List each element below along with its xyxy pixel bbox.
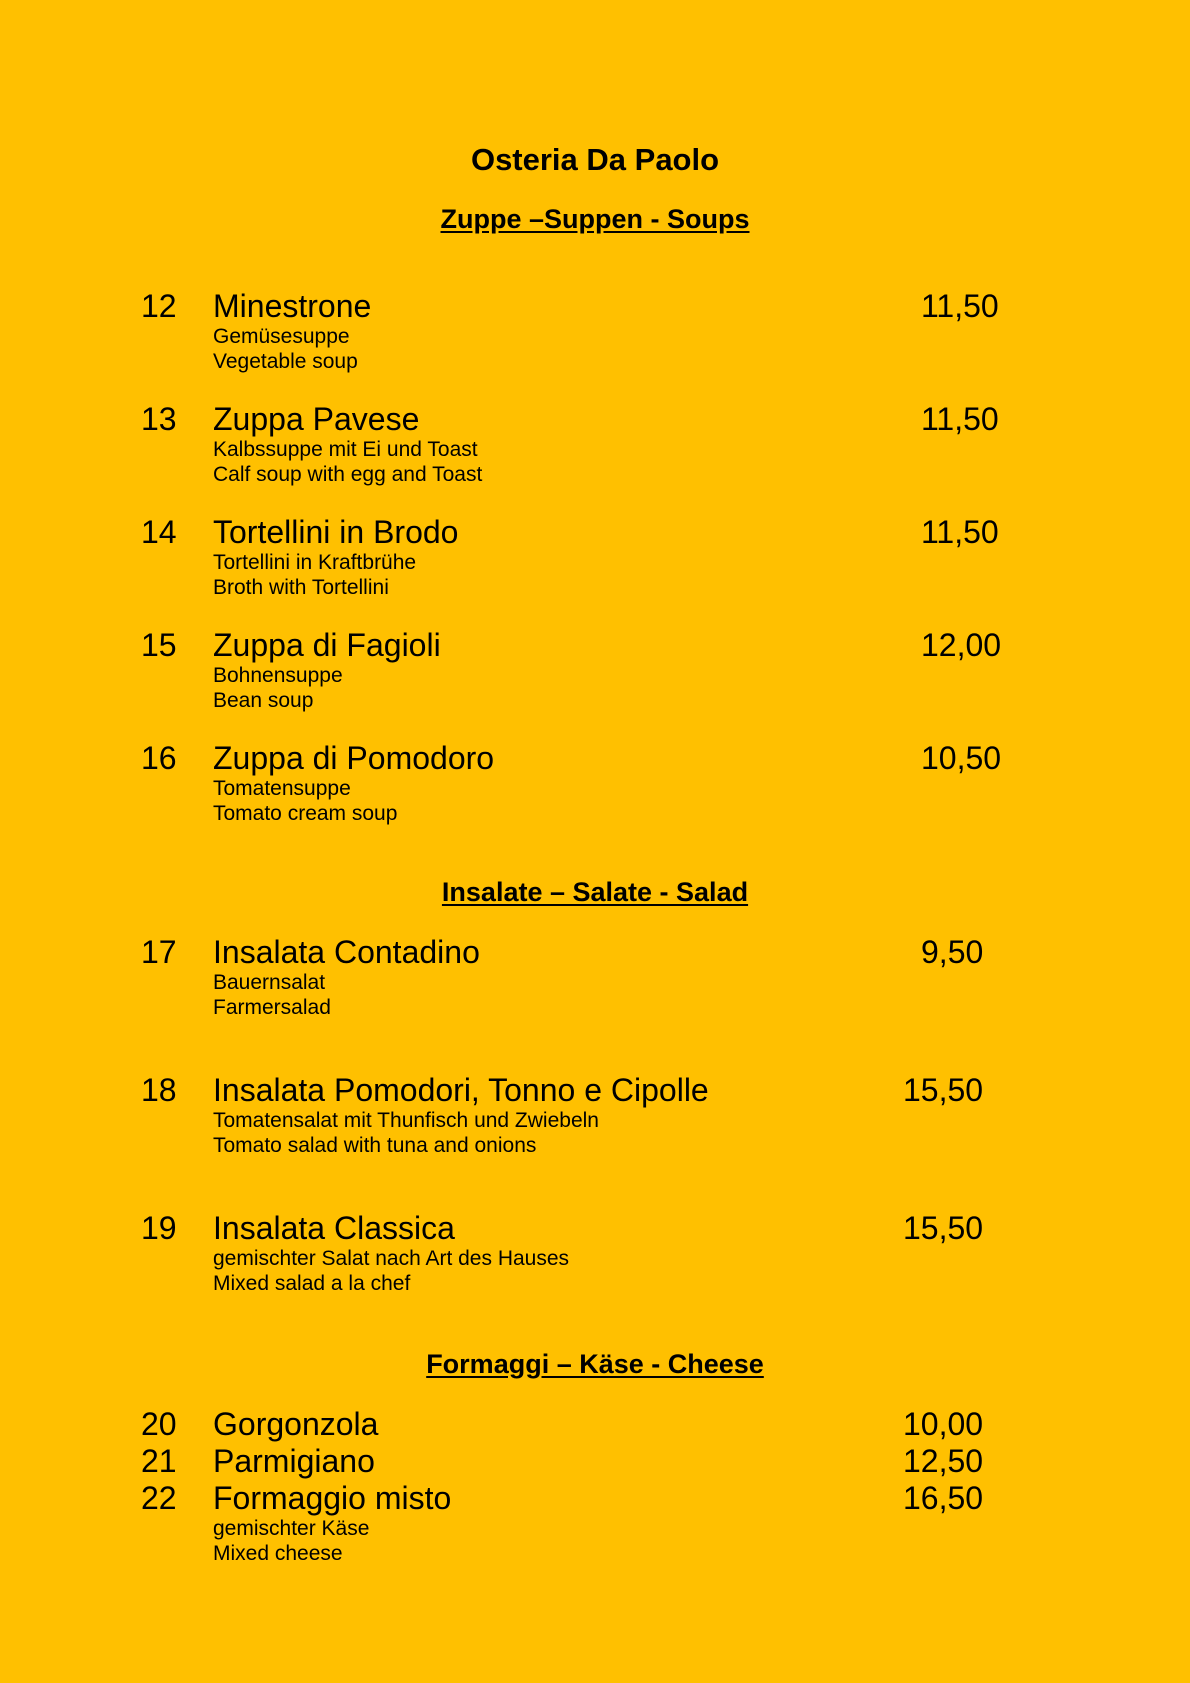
item-name: Insalata Contadino <box>213 934 480 970</box>
item-number: 17 <box>141 934 177 970</box>
item-description-de: Kalbssuppe mit Ei und Toast <box>213 438 478 461</box>
item-price: 10,00 <box>903 1406 984 1442</box>
item-name: Insalata Pomodori, Tonno e Cipolle <box>213 1072 709 1108</box>
item-description-de: Gemüsesuppe <box>213 325 350 348</box>
item-description-de: gemischter Salat nach Art des Hauses <box>213 1247 570 1270</box>
item-description-en: Mixed cheese <box>213 1542 343 1565</box>
item-price: 11,50 <box>921 288 999 324</box>
section-heading-salad: Insalate – Salate - Salad <box>441 877 749 907</box>
item-name: Zuppa di Fagioli <box>213 627 441 663</box>
item-description-en: Vegetable soup <box>213 350 358 373</box>
item-number: 22 <box>141 1480 177 1516</box>
item-number: 14 <box>141 514 177 550</box>
item-description-en: Bean soup <box>213 689 314 712</box>
section-heading-cheese: Formaggi – Käse - Cheese <box>426 1349 764 1379</box>
item-name: Insalata Classica <box>213 1210 455 1246</box>
section-heading-soups: Zuppe –Suppen - Soups <box>440 204 750 234</box>
item-description-en: Mixed salad a la chef <box>213 1272 411 1295</box>
item-number: 15 <box>141 627 177 663</box>
item-price: 15,50 <box>903 1210 984 1246</box>
item-number: 19 <box>141 1210 177 1246</box>
item-price: 11,50 <box>921 514 999 550</box>
item-description-de: Tomatensalat mit Thunfisch und Zwiebeln <box>213 1109 599 1132</box>
item-description-en: Tomato salad with tuna and onions <box>213 1134 537 1157</box>
item-description-en: Broth with Tortellini <box>213 576 389 599</box>
item-description-de: Tortellini in Kraftbrühe <box>213 551 417 574</box>
item-price: 9,50 <box>921 934 984 970</box>
item-price: 12,00 <box>921 627 1002 663</box>
item-description-en: Farmersalad <box>213 996 331 1019</box>
item-name: Parmigiano <box>213 1443 375 1479</box>
item-number: 16 <box>141 740 177 776</box>
item-name: Minestrone <box>213 288 372 324</box>
item-description-de: Bauernsalat <box>213 971 326 994</box>
item-name: Gorgonzola <box>213 1406 379 1442</box>
item-description-en: Tomato cream soup <box>213 802 398 825</box>
item-number: 12 <box>141 288 177 324</box>
item-price: 16,50 <box>903 1480 984 1516</box>
item-number: 13 <box>141 401 177 437</box>
item-price: 10,50 <box>921 740 1002 776</box>
item-description-en: Calf soup with egg and Toast <box>213 463 483 486</box>
page-title: Osteria Da Paolo <box>470 142 720 177</box>
item-description-de: Tomatensuppe <box>213 777 351 800</box>
item-number: 20 <box>141 1406 177 1442</box>
item-number: 18 <box>141 1072 177 1108</box>
item-description-de: Bohnensuppe <box>213 664 343 687</box>
item-description-de: gemischter Käse <box>213 1517 370 1540</box>
item-name: Zuppa di Pomodoro <box>213 740 495 776</box>
item-price: 11,50 <box>921 401 999 437</box>
item-name: Tortellini in Brodo <box>213 514 459 550</box>
item-name: Zuppa Pavese <box>213 401 420 437</box>
item-price: 12,50 <box>903 1443 984 1479</box>
item-name: Formaggio misto <box>213 1480 452 1516</box>
item-price: 15,50 <box>903 1072 984 1108</box>
item-number: 21 <box>141 1443 177 1479</box>
